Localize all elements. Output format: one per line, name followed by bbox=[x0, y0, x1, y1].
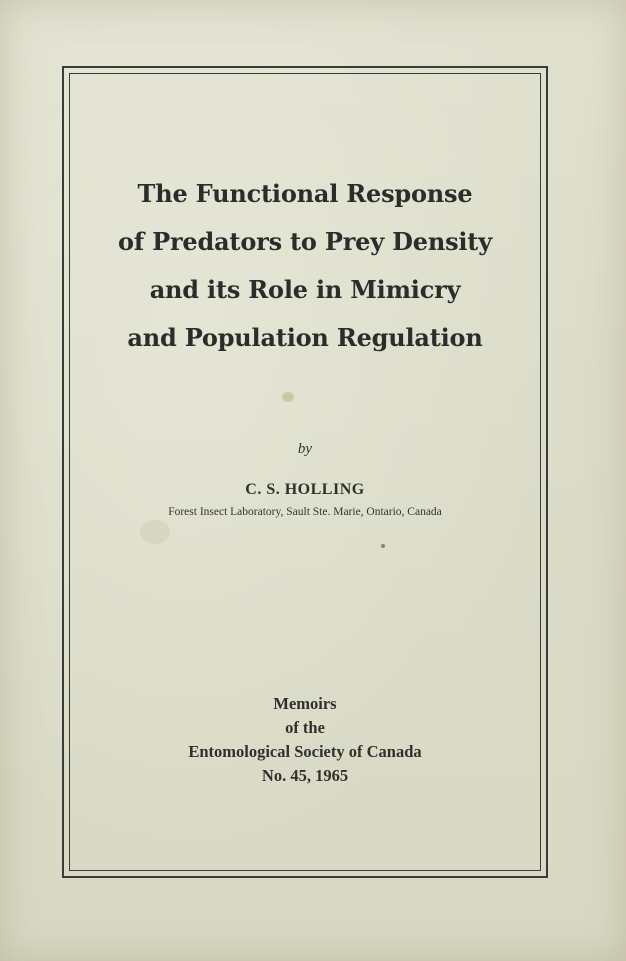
author-affiliation: Forest Insect Laboratory, Sault Ste. Marie, Ontario, Canada bbox=[168, 506, 442, 518]
title-line-3: and its Role in Mimicry bbox=[149, 275, 461, 304]
title-line-2: of Predators to Prey Density bbox=[118, 227, 492, 256]
series-line-2: of the bbox=[285, 718, 325, 737]
paper-stain bbox=[140, 520, 170, 544]
author-name: C. S. HOLLING bbox=[245, 481, 365, 498]
series-line-4: No. 45, 1965 bbox=[261, 766, 349, 785]
series-line-3: Entomological Society of Canada bbox=[188, 742, 422, 761]
series-line-1: Memoirs bbox=[273, 694, 337, 713]
publication-series bbox=[70, 692, 540, 788]
title-line-1: The Functional Response bbox=[137, 179, 473, 208]
cover-title bbox=[70, 170, 540, 362]
paper-speck bbox=[381, 544, 385, 548]
paper-stain bbox=[282, 392, 294, 402]
title-line-4: and Population Regulation bbox=[127, 323, 483, 352]
by-label: by bbox=[297, 441, 313, 457]
